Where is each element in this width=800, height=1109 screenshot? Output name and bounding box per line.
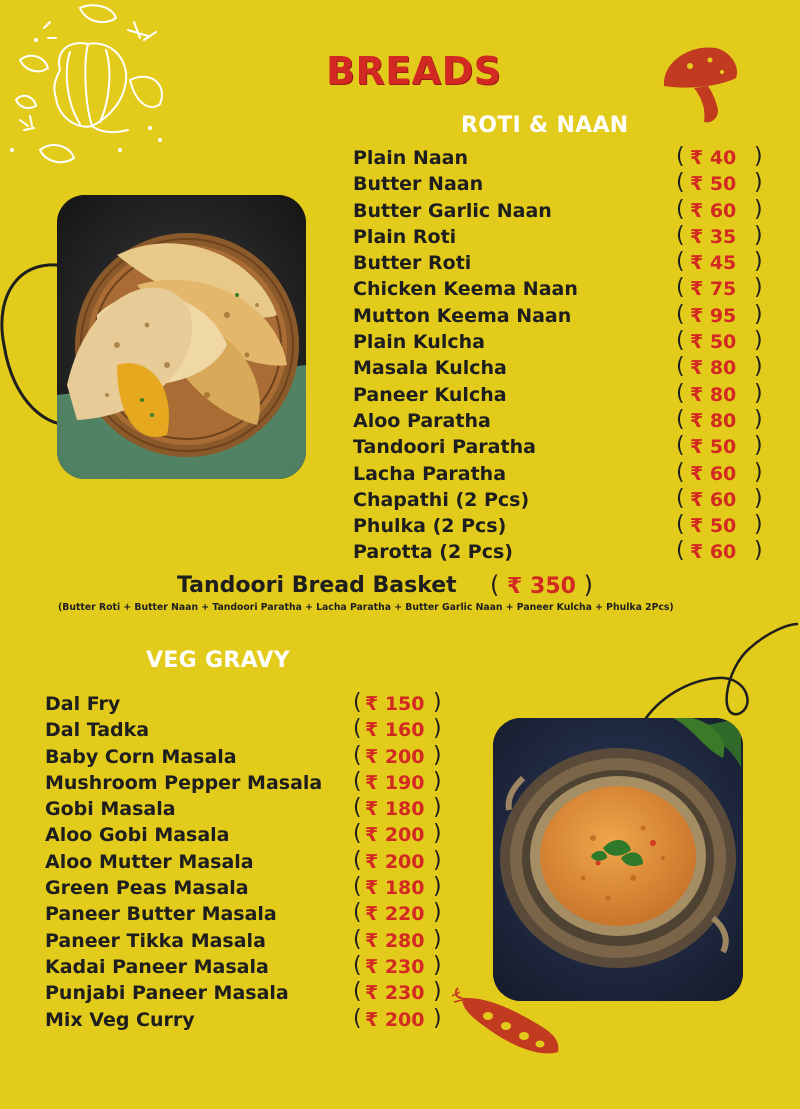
- roti-naan-price-list: [676, 145, 764, 566]
- menu-item-name: Punjabi Paneer Masala: [45, 982, 289, 1005]
- menu-item-price: ₹ 60: [690, 199, 737, 222]
- menu-item-price: ₹ 200: [365, 850, 425, 873]
- price-row: ( ₹ 190 ): [353, 770, 443, 796]
- menu-item-price: ₹ 80: [690, 357, 737, 380]
- price-row: ( ₹ 75 ): [676, 276, 764, 302]
- menu-item-name: Butter Naan: [353, 173, 484, 196]
- price-row: ( ₹ 60 ): [676, 487, 764, 513]
- pea-pod-icon: [448, 982, 568, 1062]
- menu-item-price: ₹ 80: [690, 383, 737, 406]
- menu-item-price: ₹ 280: [365, 929, 425, 952]
- menu-item-name: Aloo Paratha: [353, 409, 491, 432]
- menu-item-name: Green Peas Masala: [45, 877, 249, 900]
- menu-item-name: Paneer Kulcha: [353, 383, 507, 406]
- menu-item-price: ₹ 180: [365, 798, 425, 821]
- menu-item-price: ₹ 230: [365, 982, 425, 1005]
- menu-item-price: ₹ 50: [690, 515, 737, 538]
- menu-item-name: Paneer Tikka Masala: [45, 929, 266, 952]
- menu-item-price: ₹ 230: [365, 955, 425, 978]
- menu-item-price: ₹ 160: [365, 719, 425, 742]
- menu-item-name: Lacha Paratha: [353, 462, 507, 485]
- menu-item-name: Phulka (2 Pcs): [353, 515, 507, 538]
- menu-item-price: ₹ 60: [690, 541, 737, 564]
- menu-item-name: Kadai Paneer Masala: [45, 955, 269, 978]
- price-row: ( ₹ 45 ): [676, 250, 764, 276]
- price-row: ( ₹ 200 ): [353, 822, 443, 848]
- dal-curry-photo: [493, 718, 743, 1001]
- menu-item-name: Butter Garlic Naan: [353, 199, 552, 222]
- mushroom-icon: [660, 38, 740, 128]
- menu-item-name: Gobi Masala: [45, 798, 176, 821]
- menu-item-price: ₹ 35: [690, 225, 737, 248]
- page-title: BREADS: [326, 49, 502, 93]
- price-row: ( ₹ 35 ): [676, 224, 764, 250]
- menu-item-name: Plain Naan: [353, 147, 468, 169]
- price-row: ( ₹ 60 ): [676, 198, 764, 224]
- veg-gravy-item-list: [45, 691, 322, 1033]
- menu-item-price: ₹ 50: [690, 331, 737, 354]
- decorative-squiggle-right: [638, 618, 800, 728]
- price-row: ( ₹ 60 ): [676, 539, 764, 565]
- price-row: ( ₹ 80 ): [676, 355, 764, 381]
- price-row: ( ₹ 50 ): [676, 171, 764, 197]
- price-row: ( ₹ 50 ): [676, 434, 764, 460]
- price-row: ( ₹ 200 ): [353, 849, 443, 875]
- menu-item-name: Mutton Keema Naan: [353, 304, 572, 327]
- menu-item-price: ₹ 95: [690, 304, 737, 327]
- price-row: ( ₹ 50 ): [676, 329, 764, 355]
- menu-item-price: ₹ 50: [690, 173, 737, 196]
- menu-item-name: Masala Kulcha: [353, 357, 507, 380]
- menu-item-price: ₹ 220: [365, 903, 425, 926]
- menu-item-name: Mix Veg Curry: [45, 1008, 195, 1031]
- menu-item-name: Tandoori Paratha: [353, 436, 536, 459]
- section-heading-veg-gravy: VEG GRAVY: [146, 648, 290, 673]
- price-row: ( ₹ 180 ): [353, 875, 443, 901]
- bread-basket-photo: [57, 195, 306, 479]
- menu-item-name: Chicken Keema Naan: [353, 278, 578, 301]
- price-row: ( ₹ 80 ): [676, 382, 764, 408]
- menu-item-price: ₹ 150: [365, 693, 425, 715]
- price-row: ( ₹ 230 ): [353, 980, 443, 1006]
- menu-item-name: Plain Roti: [353, 225, 457, 248]
- menu-item-name: Chapathi (2 Pcs): [353, 488, 530, 511]
- menu-item-name: Baby Corn Masala: [45, 745, 237, 768]
- basket-name: Tandoori Bread Basket: [177, 573, 457, 598]
- menu-item-price: ₹ 50: [690, 436, 737, 459]
- menu-item-name: Paneer Butter Masala: [45, 903, 277, 926]
- menu-item-price: ₹ 60: [690, 462, 737, 485]
- menu-item-name: Plain Kulcha: [353, 331, 485, 354]
- menu-item-price: ₹ 40: [690, 147, 737, 169]
- price-row: ( ₹ 230 ): [353, 954, 443, 980]
- garlic-illustration: [0, 0, 180, 185]
- menu-item-name: Aloo Mutter Masala: [45, 850, 254, 873]
- price-row: ( ₹ 180 ): [353, 796, 443, 822]
- menu-item-price: ₹ 45: [690, 252, 737, 275]
- menu-item-price: ₹ 200: [365, 824, 425, 847]
- menu-item-price: ₹ 75: [690, 278, 737, 301]
- price-row: ( ₹ 220 ): [353, 901, 443, 927]
- price-row: ( ₹ 40 ): [676, 145, 764, 171]
- section-heading-roti-naan: ROTI & NAAN: [461, 113, 629, 138]
- menu-item-price: ₹ 200: [365, 1008, 425, 1031]
- menu-item-price: ₹ 190: [365, 771, 425, 794]
- menu-item-price: ₹ 200: [365, 745, 425, 768]
- menu-item-name: Dal Tadka: [45, 719, 150, 742]
- roti-naan-item-list: [353, 145, 578, 566]
- veg-gravy-price-list: [353, 691, 443, 1033]
- menu-item-name: Dal Fry: [45, 693, 121, 715]
- basket-price: ₹ 350: [507, 574, 576, 599]
- basket-contents-note: (Butter Roti + Butter Naan + Tandoori Paratha + Lacha Paratha + Butter Garlic Naan + Paneer Kulcha + Phulka 2Pcs): [58, 602, 674, 613]
- basket-price-group: ( ₹ 350 ): [490, 571, 593, 599]
- menu-item-name: Mushroom Pepper Masala: [45, 771, 323, 794]
- price-row: ( ₹ 60 ): [676, 461, 764, 487]
- menu-item-price: ₹ 80: [690, 409, 737, 432]
- price-row: ( ₹ 280 ): [353, 928, 443, 954]
- menu-item-price: ₹ 180: [365, 877, 425, 900]
- price-row: ( ₹ 80 ): [676, 408, 764, 434]
- price-row: ( ₹ 200 ): [353, 1007, 443, 1033]
- price-row: ( ₹ 95 ): [676, 303, 764, 329]
- menu-item-name: Aloo Gobi Masala: [45, 824, 230, 847]
- menu-item-price: ₹ 60: [690, 488, 737, 511]
- price-row: ( ₹ 150 ): [353, 691, 443, 717]
- menu-item-name: Butter Roti: [353, 252, 472, 275]
- price-row: ( ₹ 160 ): [353, 717, 443, 743]
- price-row: ( ₹ 50 ): [676, 513, 764, 539]
- price-row: ( ₹ 200 ): [353, 744, 443, 770]
- menu-item-name: Parotta (2 Pcs): [353, 541, 513, 564]
